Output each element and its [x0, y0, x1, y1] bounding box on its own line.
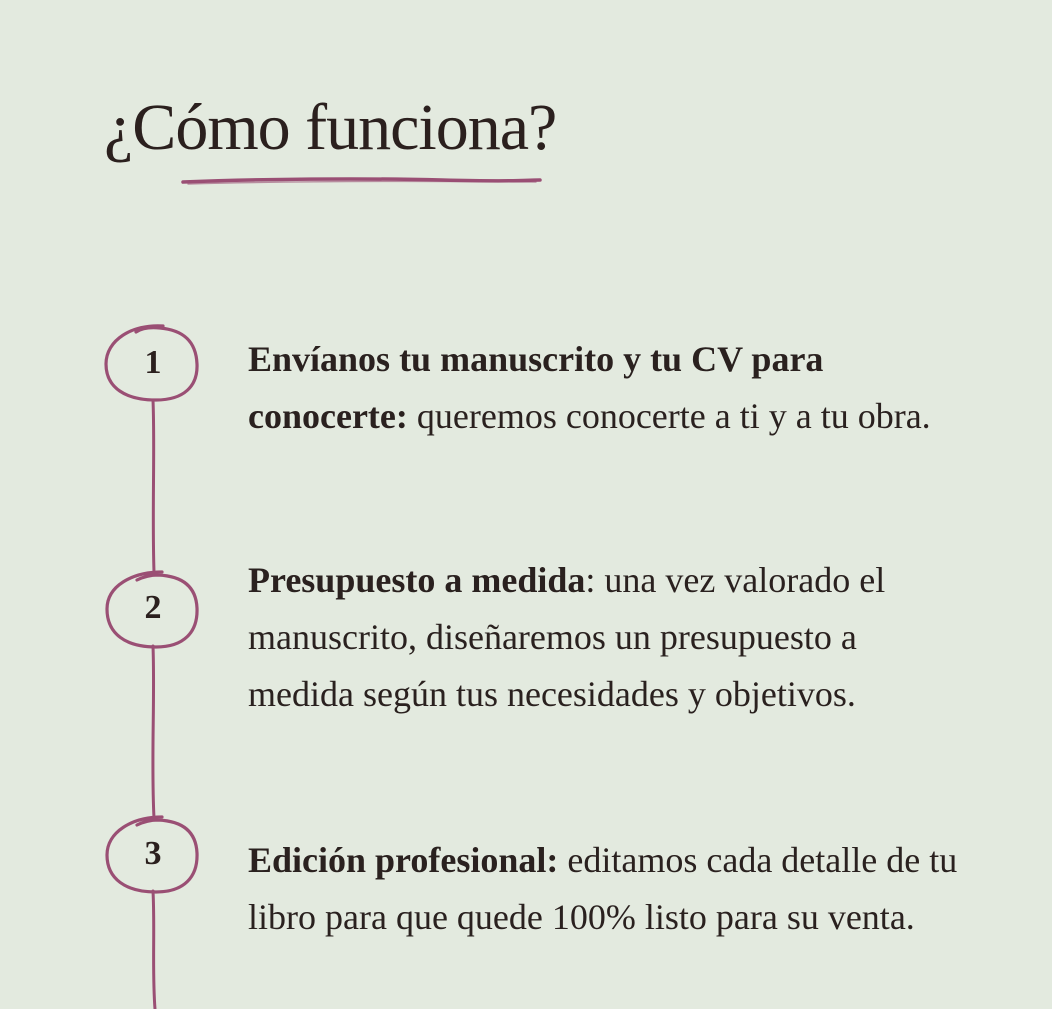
step-2-number: 2 [144, 589, 162, 626]
step-2-heading: Presupuesto a medida [248, 560, 586, 600]
timeline-connector-line [153, 400, 154, 572]
step-2-description [248, 552, 928, 723]
page-title: ¿Cómo funciona? [104, 91, 557, 164]
step-3-heading: Edición profesional: [248, 840, 559, 880]
step-1-description [248, 331, 988, 445]
step-3-description [248, 832, 1008, 946]
timeline-connector-line [153, 891, 155, 1009]
step-3-number: 3 [144, 835, 162, 872]
step-1-number: 1 [144, 344, 162, 381]
step-3-body: editamos cada detalle de tu libro para que quede 100% listo para su venta. [248, 840, 958, 937]
step-1-body: queremos conocerte a ti y a tu obra. [407, 396, 931, 436]
timeline-connector-line [153, 646, 154, 818]
step-1-heading: Envíanos tu manuscrito y tu CV para conocerte: [248, 339, 824, 436]
step-2-body: : una vez valorado el manuscrito, diseñaremos un presupuesto a medida según tus necesidades y objetivos. [248, 560, 886, 714]
